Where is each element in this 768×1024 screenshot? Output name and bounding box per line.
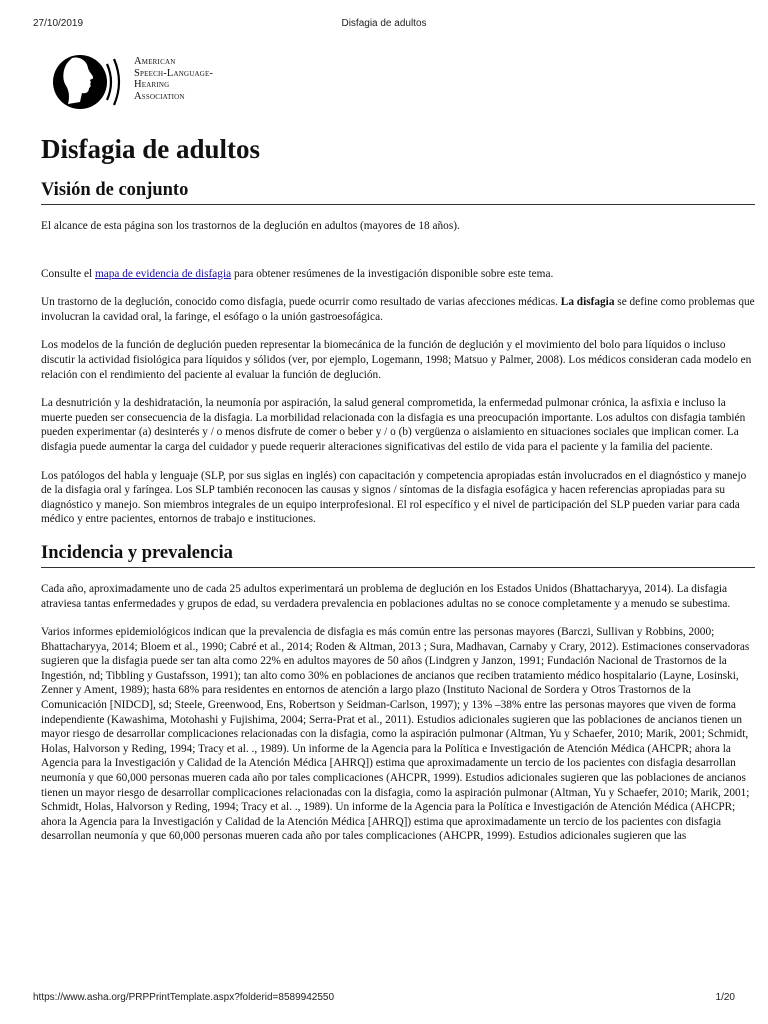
- article-content: [41, 132, 755, 984]
- print-footer: [0, 992, 768, 1006]
- page-title: Disfagia de adultos: [41, 134, 261, 164]
- paragraph-epidemiology: Varios informes epidemiológicos indican que la prevalencia de disfagia es más común entre las personas mayores (Barczi, Sullivan y Robbins, 2000; Bhattacharyya, 2014; Bloem et al., 1990; Cabré et al., 2014; Roden & Altman, 2013 ; Sura, Madhavan, Carnaby y Crary, 2012). Estimaciones conservadoras sugieren que la disfagia puede ser tan alta como 22% en adultos mayores de 50 años (Lindgren y Janzon, 1991; Fundación Nacional de Trastornos de la Ingestión, nd; Tibbling y Gustafsson, 1991); tan alto como 30% en poblaciones de ancianos que reciben tratamiento médico hospitalario (Layne, Losinski, Zenner y Ament, 1989); hasta 68% para residentes en entornos de atención a largo plazo (Instituto Nacional de Sordera y Otros Trastornos de la Comunicación [NIDCD], sd; Steele, Greenwood, Ens, Robertson y Seidman-Carlson, 1997); y 13% –38% entre las personas mayores que viven de forma independiente (Kawashima, Motohashi y Fujishima, 2004; Serra-Prat et al., 2011). Estudios adicionales sugieren que las poblaciones de ancianos tienen un mayor riesgo de desarrollar complicaciones relacionadas con la disfagia, como la aspiración pulmonar (Altman, Yu y Schaefer, 2010; Marik, 2001; Schmidt, Holas, Halvorson y Reding, 1994; Tracy et al. ., 1989). Un informe de la Agencia para la Política e Investigación de Atención Médica (AHCPR; ahora la Agencia para la Investigación y Calidad de la Atención Médica [AHRQ]) estima que aproximadamente un tercio de los pacientes con disfagia desarrollan neumonía y que 60,000 personas mueren cada año por tales complicaciones (AHCPR, 1999). Estudios adicionales sugieren que las poblaciones de ancianos tienen un mayor riesgo de desarrollar complicaciones relacionadas con la disfagia, como la aspiración pulmonar (Altman, Yu y Schaefer, 2010; Marik, 2001; Schmidt, Holas, Halvorson y Reding, 1994; Tracy et al. ., 1989). Un informe de la Agencia para la Política e Investigación de Atención Médica (AHCPR; ahora la Agencia para la Investigación y Calidad de la Atención Médica [AHRQ]) estima que aproximadamente un tercio de los pacientes con disfagia desarrollan neumonía y que 60,000 personas mueren cada año por tales complicaciones (AHCPR, 1999). Estudios adicionales sugieren que las: [41, 626, 750, 843]
- print-date: 27/10/2019: [33, 18, 84, 29]
- paragraph-clip: [41, 611, 755, 984]
- print-header: [0, 18, 768, 32]
- paragraph-scope: El alcance de esta página son los trastornos de la deglución en adultos (mayores de 18 años).: [41, 220, 460, 232]
- section-heading-overview: Visión de conjunto: [41, 178, 755, 205]
- section-heading-incidence: Incidencia y prevalencia: [41, 541, 755, 568]
- paragraph-models: Los modelos de la función de deglución pueden representar la biomecánica de la función de deglución y el movimiento del bolo para líquidos o incluso discutir la actividad fisiológica para líquidos y sólidos (ver, por ejemplo, Logemann, 1998; Matsuo y Palmer, 2008). Los médicos consideran cada modelo en relación con el rendimiento del paciente al evaluar la función de deglución.: [41, 339, 752, 381]
- paragraph-consequences: La desnutrición y la deshidratación, la neumonía por aspiración, la salud general comprometida, la enfermedad pulmonar crónica, la asfixia e incluso la muerte pueden ser consecuencia de la disfagia. La morbilidad relacionada con la disfagia es una preocupación importante. Los adultos con disfagia también pueden experimentar (a) desinterés y / o menos disfrute de comer o beber y / o (b) vergüenza o aislamiento en situaciones sociales que implican comer. La disfagia puede aumentar la carga del cuidador y puede requerir alteraciones significativas del estilo de vida para el paciente y la familia del paciente.: [41, 397, 746, 453]
- paragraph-incidence: Cada año, aproximadamente uno de cada 25 adultos experimentará un problema de deglución en los Estados Unidos (Bhattacharyya, 2014). La disfagia atraviesa tantas enfermedades y grupos de edad, su verdadera prevalencia en poblaciones adultas no se conoce completamente y a menudo se subestima.: [41, 582, 731, 610]
- paragraph-definition: Un trastorno de la deglución, conocido como disfagia, puede ocurrir como resultado de varias afecciones médicas. La disfagia se define como problemas que involucran la cavidad oral, la faringe, el esófago o la unión gastroesofágica.: [41, 296, 755, 323]
- print-title: Disfagia de adultos: [341, 18, 427, 29]
- evidence-map-link[interactable]: mapa de evidencia de disfagia: [94, 267, 232, 280]
- asha-wordmark: American Speech-Language- Hearing Association: [134, 56, 214, 102]
- paragraph-evidence-map: Consulte el mapa de evidencia de disfagia para obtener resúmenes de la investigación disponible sobre este tema.: [41, 267, 554, 280]
- asha-profile-icon: [50, 46, 130, 120]
- print-url: https://www.asha.org/PRPPrintTemplate.aspx?folderid=8589942550: [33, 992, 335, 1003]
- paragraph-slp-role: Los patólogos del habla y lenguaje (SLP, por sus siglas en inglés) con capacitación y competencia apropiadas están involucrados en el diagnóstico y manejo de la disfagia oral y faríngea. Los SLP también reconocen las causas y signos / síntomas de la disfagia esofágica y hacen referencias apropiadas para su diagnóstico y manejo. Son miembros integrales de un equipo interprofesional. El rol específico y el nivel de participación del SLP pueden variar para cada médico y entre pacientes, entornos de trabajo e instituciones.: [41, 469, 747, 526]
- page-number: 1/20: [715, 992, 735, 1003]
